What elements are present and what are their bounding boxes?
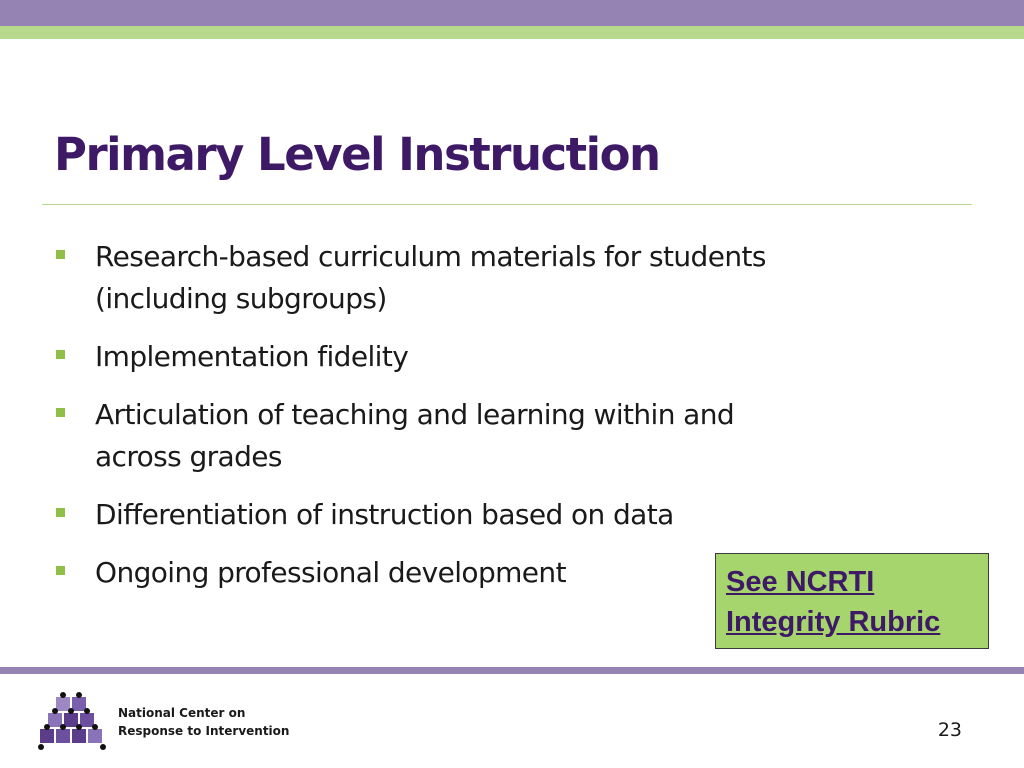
bullet-text-line: Research-based curriculum materials for students [95, 240, 766, 273]
bullet-item [56, 494, 926, 536]
bullet-text-line: across grades [95, 440, 282, 473]
slide-title: Primary Level Instruction [54, 128, 660, 181]
bullet-text-line: Implementation fidelity [95, 340, 409, 373]
bullet-item [56, 336, 926, 378]
square-bullet-icon [56, 408, 65, 417]
top-green-band [0, 26, 1024, 39]
bullet-text-line: Differentiation of instruction based on data [95, 498, 674, 531]
bottom-purple-band [0, 667, 1024, 674]
see-ncrti-link[interactable]: See NCRTI [726, 566, 875, 598]
bullet-text-line: Articulation of teaching and learning within and [95, 398, 735, 431]
bullet-text-line: Ongoing professional development [95, 556, 566, 589]
bullet-item [56, 236, 926, 320]
organization-name [118, 704, 289, 740]
page-number: 23 [937, 719, 962, 741]
organization-name-line2: Response to Intervention [118, 724, 290, 738]
square-bullet-icon [56, 508, 65, 517]
top-purple-band [0, 0, 1024, 26]
title-divider [42, 204, 972, 205]
integrity-rubric-callout[interactable] [715, 553, 989, 649]
square-bullet-icon [56, 250, 65, 259]
organization-name-line1: National Center on [118, 706, 246, 720]
ncrti-cube-logo-icon [36, 689, 108, 753]
bullet-item [56, 394, 926, 478]
square-bullet-icon [56, 350, 65, 359]
integrity-rubric-link[interactable]: Integrity Rubric [726, 606, 941, 638]
bullet-text-line: (including subgroups) [95, 282, 387, 315]
square-bullet-icon [56, 566, 65, 575]
